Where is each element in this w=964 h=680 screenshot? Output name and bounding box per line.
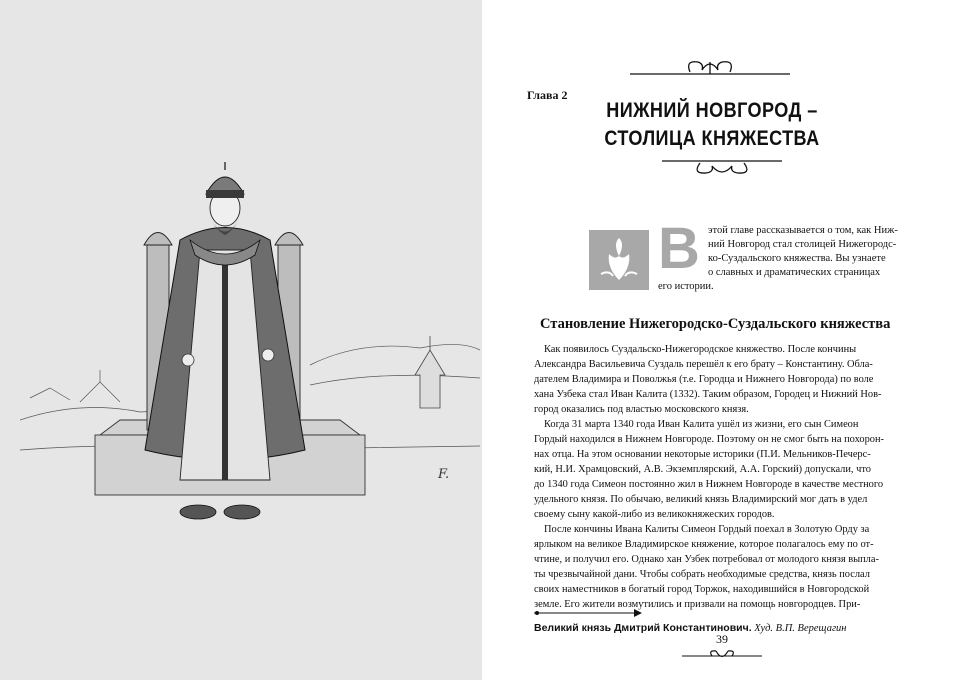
body-line: своему сыну какой-либо из великокняжеских городов. <box>534 509 775 520</box>
caption-artist: Худ. В.П. Верещагин <box>754 623 847 634</box>
intro-line: о славных и драматических страницах <box>708 267 881 278</box>
body-line: ярлыком на великое Владимирское княжение, которое полагалось ему по от- <box>534 539 874 550</box>
artist-signature <box>436 462 466 484</box>
body-line: своих наместников в богатый город Торжок, находившийся в Новгородской <box>534 584 870 595</box>
body-line: нах отца. На этом основании некоторые историки (П.И. Мельников-Печерс- <box>534 449 871 460</box>
intro-line: ко-Суздальского княжества. Вы узнаете <box>708 253 886 264</box>
chapter-label: Глава 2 <box>527 88 568 102</box>
illustration-caption <box>534 622 847 634</box>
body-line: Александра Васильевича Суздаль перешёл к его брату – Константину. Обла- <box>534 359 873 370</box>
body-line: удельного князя. По обычаю, великий князь Владимирский мог дать в удел <box>534 494 868 505</box>
body-line: город оказались под властью московского князя. <box>534 404 749 415</box>
body-line: дателем Владимира и Поволжья (т.е. Городца и Нижнего Новгорода) по воле <box>534 374 874 385</box>
intro-line: ний Новгород стал столицей Нижегородс- <box>708 239 897 250</box>
prince-engraving-illustration <box>20 150 480 530</box>
caption-title: Великий князь Дмитрий Константинович. <box>534 622 752 634</box>
section-title: Становление Нижегородско-Суздальского княжества <box>540 316 891 332</box>
svg-text:F.: F. <box>438 467 450 482</box>
body-line: до 1340 года Симеон постоянно жил в Нижнем Новгороде в качестве местного <box>534 479 884 490</box>
page-number-ornament <box>682 648 762 664</box>
body-line: Когда 31 марта 1340 года Иван Калита ушёл из жизни, его сын Симеон <box>544 419 859 430</box>
body-line: чтине, и получил его. Однако хан Узбек потребовал от молодого князя выпла- <box>534 554 879 565</box>
chapter-title-line1: НИЖНИЙ НОВГОРОД – <box>606 99 818 122</box>
page-number: 39 <box>716 632 728 646</box>
body-line: После кончины Ивана Калиты Симеон Гордый поехал в Золотую Орду за <box>544 524 870 535</box>
body-line: кий, Н.И. Храмцовский, А.В. Экземплярский, А.А. Горский) допускали, что <box>534 464 871 475</box>
text-page <box>482 0 964 680</box>
bottom-title-ornament <box>662 156 782 178</box>
intro-line: его истории. <box>658 281 714 292</box>
body-line: земле. Его жители возмутились и призвали на помощь новгородцев. При- <box>534 599 861 610</box>
drop-cap: В <box>658 216 700 281</box>
body-line: ты чрезвычайной дани. Чтобы собрать необходимые средства, князь послал <box>534 569 870 580</box>
decorative-emblem <box>589 230 649 290</box>
caption-divider <box>534 608 644 618</box>
intro-line: этой главе рассказывается о том, как Ниж- <box>708 225 898 236</box>
top-ornament <box>630 56 790 80</box>
body-line: Как появилось Суздальско-Нижегородское княжество. После кончины <box>544 344 857 355</box>
chapter-title-line2: СТОЛИЦА КНЯЖЕСТВА <box>604 127 820 150</box>
body-line: Гордый находился в Нижнем Новгороде. Поэтому он не смог быть на похорон- <box>534 434 884 445</box>
body-line: хана Узбека стал Иван Калита (1332). Таким образом, Городец и Нижний Нов- <box>534 389 882 400</box>
